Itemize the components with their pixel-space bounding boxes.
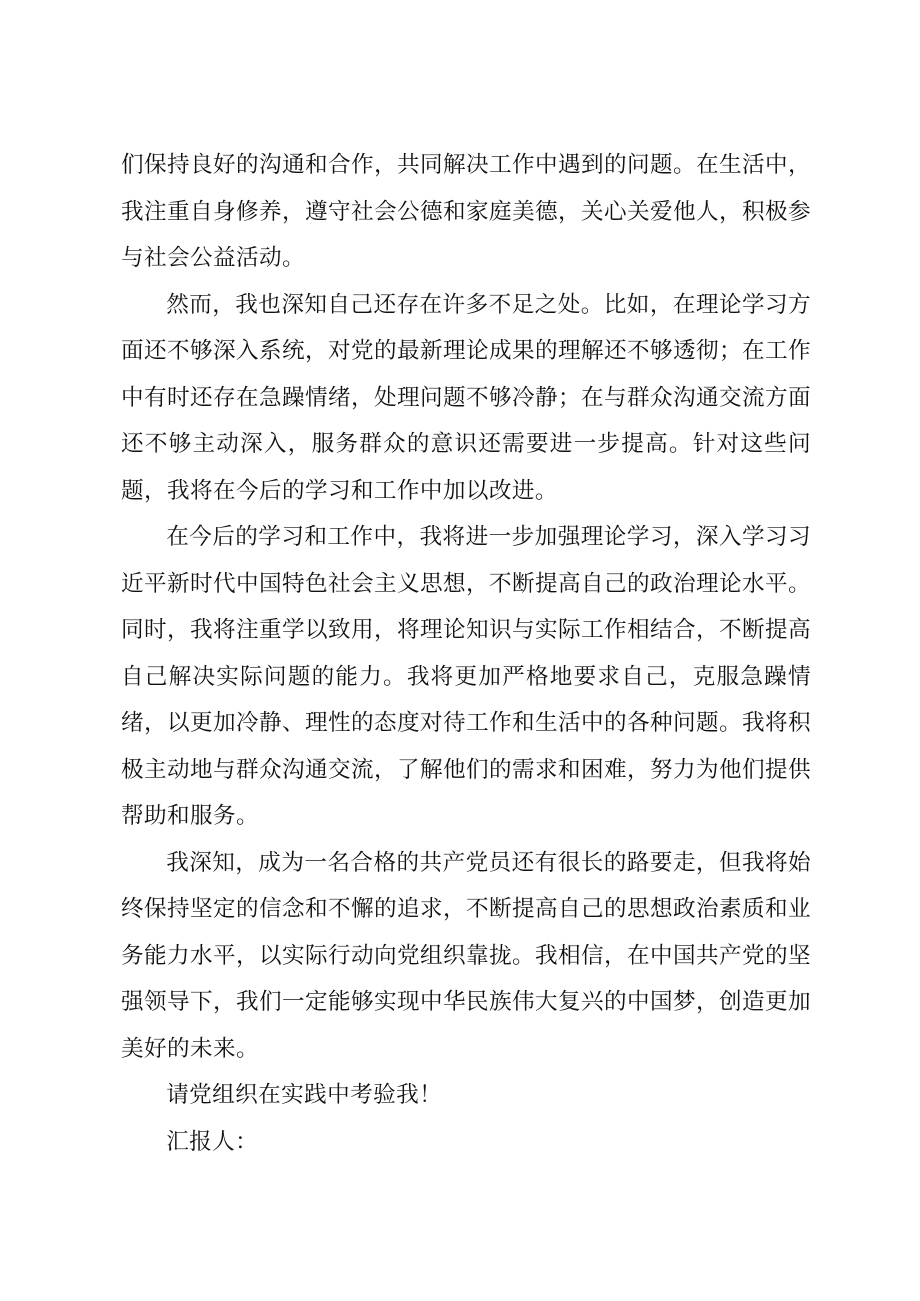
- document-page: [121, 142, 811, 1165]
- paragraph-commitment: 我深知，成为一名合格的共产党员还有很长的路要走，但我将始终保持坚定的信念和不懈的追求，不断提高自己的思想政治素质和业务能力水平，以实际行动向党组织靠拢。我相信，在中国共产党的坚强领导下，我们一定能够实现中华民族伟大复兴的中国梦，创造更加美好的未来。: [121, 849, 811, 1062]
- paragraph-future-plans: 在今后的学习和工作中，我将进一步加强理论学习，深入学习习近平新时代中国特色社会主义思想，不断提高自己的政治理论水平。同时，我将注重学以致用，将理论知识与实际工作相结合，不断提高自己解决实际问题的能力。我将更加严格地要求自己，克服急躁情绪，以更加冷静、理性的态度对待工作和生活中的各种问题。我将积极主动地与群众沟通交流，了解他们的需求和困难，努力为他们提供帮助和服务。: [121, 524, 811, 829]
- reporter-signature-label: 汇报人：: [166, 1128, 259, 1155]
- closing-request: 请党组织在实践中考验我！: [166, 1082, 443, 1108]
- paragraph-continuation: 们保持良好的沟通和合作，共同解决工作中遇到的问题。在生活中，我注重自身修养，遵守社会公德和家庭美德，关心关爱他人，积极参与社会公益活动。: [121, 152, 811, 271]
- paragraph-shortcomings: 然而，我也深知自己还存在许多不足之处。比如，在理论学习方面还不够深入系统，对党的最新理论成果的理解还不够透彻；在工作中有时还存在急躁情绪，处理问题不够冷静；在与群众沟通交流方面还不够主动深入，服务群众的意识还需要进一步提高。针对这些问题，我将在今后的学习和工作中加以改进。: [121, 291, 811, 504]
